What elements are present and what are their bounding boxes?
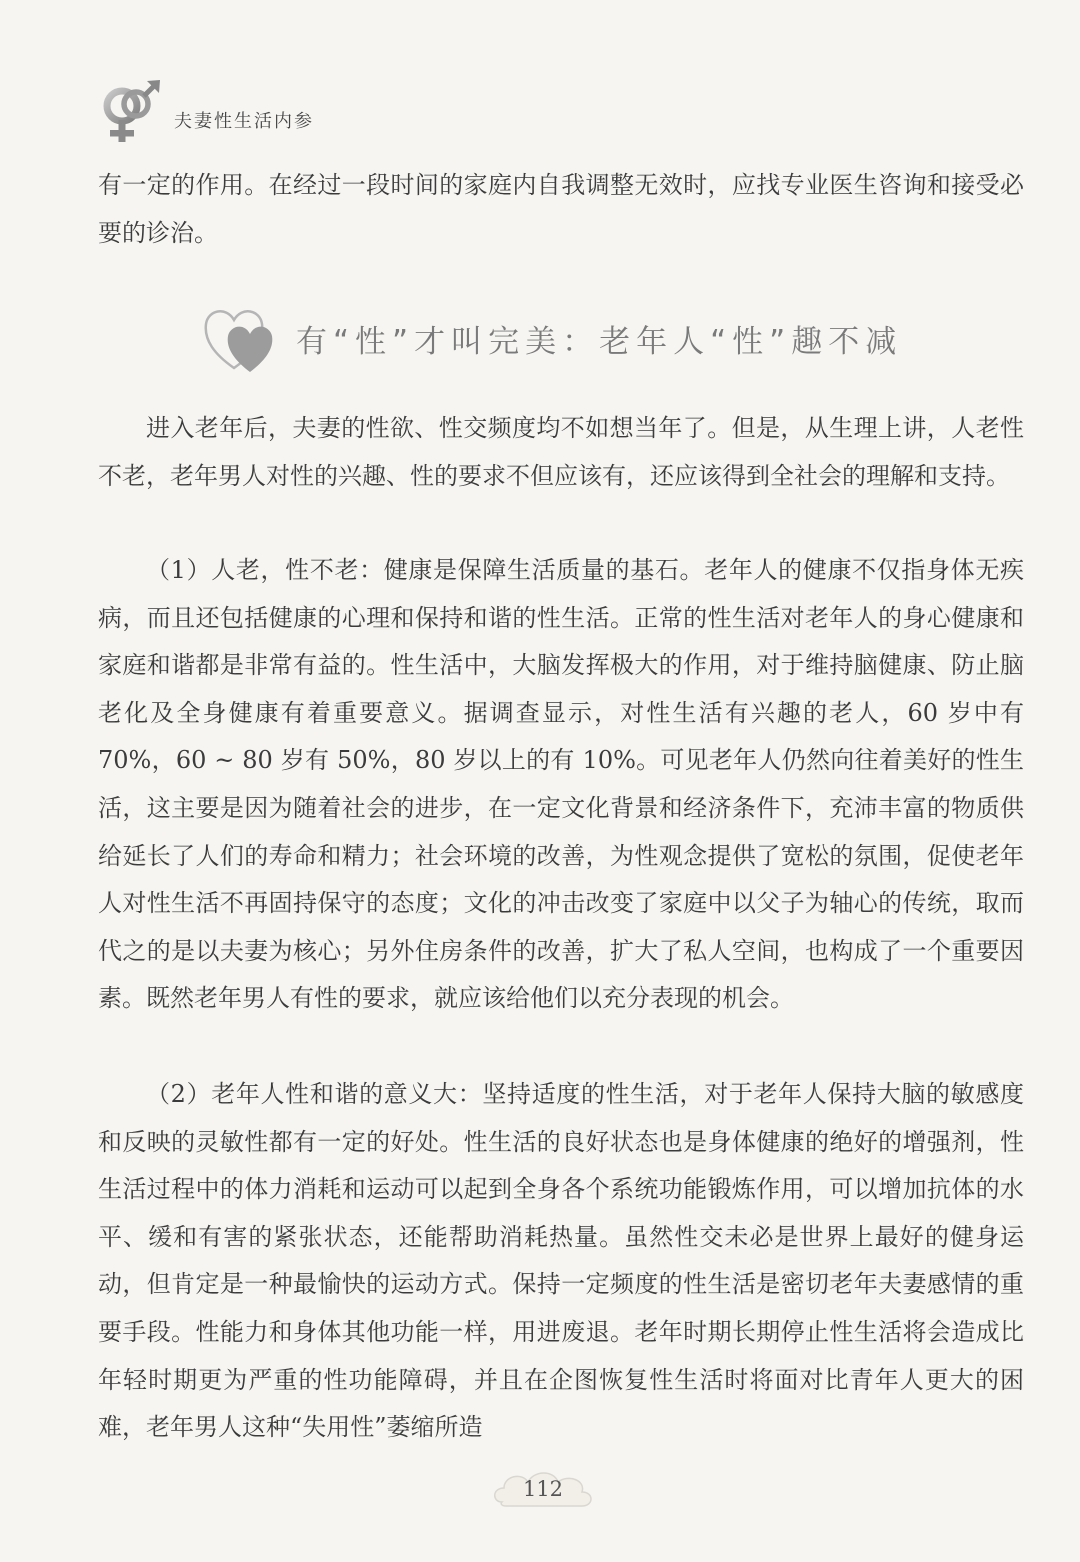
paragraph-point-2: （2）老年人性和谐的意义大：坚持适度的性生活，对于老年人保持大脑的敏感度和反映的灵敏性都有一定的好处。性生活的良好状态也是身体健康的绝好的增强剂，性生活过程中的体力消耗和运动可以起到全身各个系统功能锻炼作用，可以增加抗体的水平、缓和有害的紧张状态，还能帮助消耗热量。虽然性交未必是世界上最好的健身运动，但肯定是一种最愉快的运动方式。保持一定频度的性生活是密切老年夫妻感情的重要手段。性能力和身体其他功能一样，用进废退。老年时期长期停止性生活将会造成比年轻时期更为严重的性功能障碍，并且在企图恢复性生活时将面对比青年人更大的困难，老年男人这种“失用性”萎缩所造 [98, 1080, 1024, 1442]
paragraph-point-1: （1）人老，性不老：健康是保障生活质量的基石。老年人的健康不仅指身体无疾病，而且还包括健康的心理和保持和谐的性生活。正常的性生活对老年人的身心健康和家庭和谐都是非常有益的。性生活中，大脑发挥极大的作用，对于维持脑健康、防止脑老化及全身健康有着重要意义。据调查显示，对性生活有兴趣的老人，60 岁中有 70%，60 ~ 80 岁有 50%，80 岁以上的有 10%。可见老年人仍然向往着美好的性生活，这主要是因为随着社会的进步，在一定文化背景和经济条件下，充沛丰富的物质供给延长了人们的寿命和精力；社会环境的改善，为性观念提供了宽松的氛围，促使老年人对性生活不再固持保守的态度；文化的冲击改变了家庭中以父子为轴心的传统，取而代之的是以夫妻为核心；另外住房条件的改善，扩大了私人空间，也构成了一个重要因素。既然老年男人有性的要求，就应该给他们以充分表现的机会。 [98, 556, 1024, 1013]
running-header [98, 78, 314, 148]
venus-mars-symbol-icon [98, 78, 164, 148]
section-title: 有“性”才叫完美：老年人“性”趣不减 [296, 323, 903, 360]
intro-paragraph: 有一定的作用。在经过一段时间的家庭内自我调整无效时，应找专业医生咨询和接受必要的诊治。 [98, 171, 1024, 247]
hearts-icon [200, 298, 284, 378]
page-number: 112 [522, 1477, 564, 1501]
book-title: 夫妻性生活内参 [174, 111, 314, 132]
section-heading [200, 296, 940, 380]
paragraph-intro-aging: 进入老年后，夫妻的性欲、性交频度均不如想当年了。但是，从生理上讲，人老性不老，老年男人对性的兴趣、性的要求不但应该有，还应该得到全社会的理解和支持。 [98, 414, 1024, 490]
page-number-block [488, 1462, 598, 1516]
